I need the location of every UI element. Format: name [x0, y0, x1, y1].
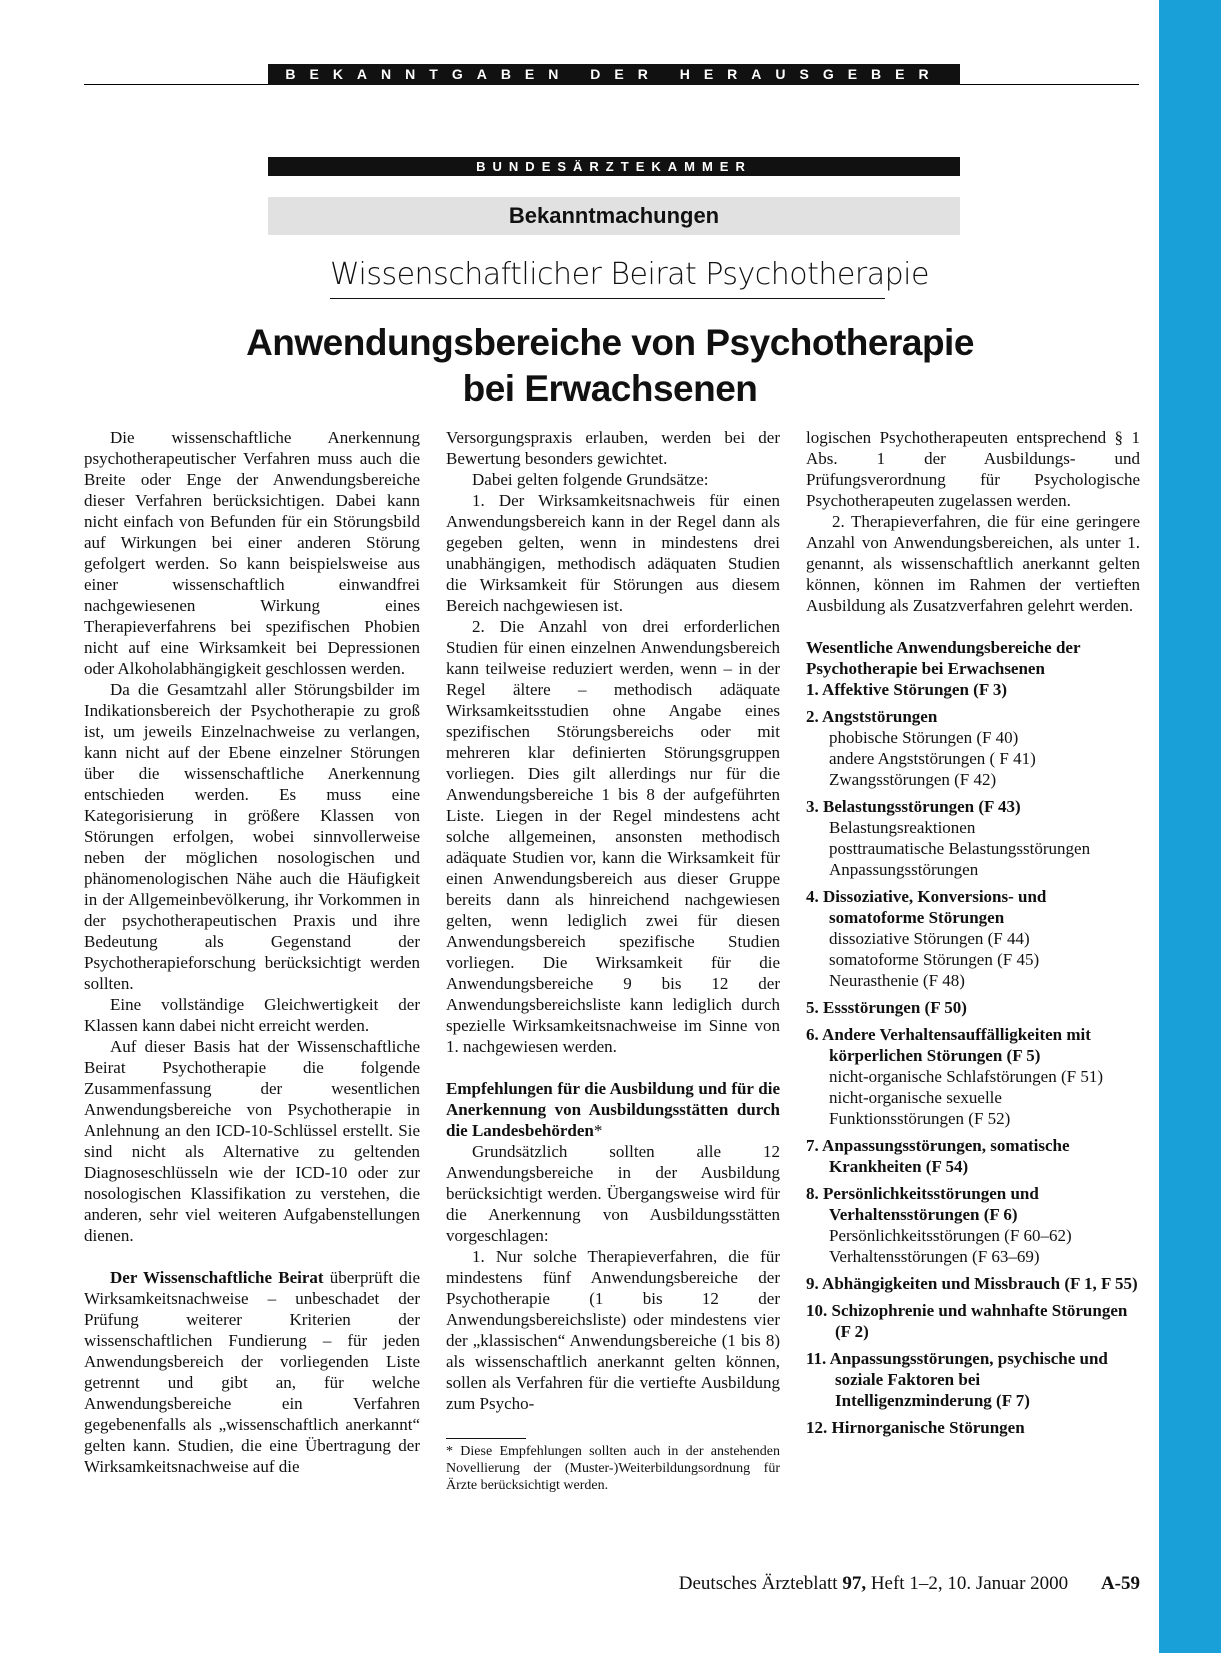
lead-in-bold: Der Wissenschaftliche Beirat [110, 1268, 324, 1287]
list-item [806, 706, 1140, 790]
list-item-title: 6. Andere Verhaltensauffälligkeiten mit körperlichen Störungen (F 5) [806, 1025, 1091, 1065]
paragraph: Auf dieser Basis hat der Wissenschaftliche Beirat Psychotherapie die folgende Zusammenfassung der wesentlichen Anwendungsbereiche von Psychotherapie in Anlehnung an den ICD-10-Schlüssel erstellt. Sie sind nicht als Alternative zu geltenden Diagnoseschlüsseln wie der ICD-10 oder zur nosologischen Klassifikation zu verstehen, die anderen, sehr viel weiteren Aufgabenstellungen dienen. [84, 1037, 420, 1245]
list-item [806, 1024, 1140, 1129]
list-subitem: Verhaltensstörungen (F 63–69) [829, 1247, 1040, 1266]
list-item [806, 1183, 1140, 1267]
journal-name: Deutsches Ärzteblatt [678, 1573, 838, 1594]
list-item [806, 1348, 1140, 1411]
text-column-2 [446, 427, 780, 1494]
paragraph: Dabei gelten folgende Grundsätze: [472, 470, 709, 489]
paragraph [84, 1267, 420, 1477]
list-item-title: 11. Anpassungsstörungen, psychische und soziale Faktoren bei Intelligenzminderung (F 7) [806, 1349, 1108, 1410]
list-item [806, 1273, 1140, 1294]
paragraph: Versorgungspraxis erlauben, werden bei der Bewertung besonders gewichtet. [446, 428, 780, 468]
paragraph-text: überprüft die Wirksamkeitsnachweise – unbeschadet der Prüfung weiterer Kriterien der wissenschaftlichen Fundierung – für jeden Anwendungsbereich der vorliegenden Liste getrennt und gibt an, für welche Anwendungsbereiche ein Verfahren gegebenenfalls als „wissenschaftlich anerkannt“ gelten kann. Studien, die eine Übertragung der Wirksamkeitsnachweise auf die [84, 1268, 420, 1476]
section-heading: Bekanntmachungen [268, 197, 960, 235]
journal-issue: Heft 1–2, 10. Januar 2000 [870, 1573, 1069, 1594]
list-item-title: 12. Hirnorganische Störungen [806, 1418, 1025, 1437]
paragraph: 1. Nur solche Therapieverfahren, die für mindestens fünf Anwendungsbereiche der Psychotherapie (1 bis 12 der Anwendungsbereichsliste) oder mindestens vier der „klassischen“ Anwendungsbereiche (1 bis 8) als wissenschaftlich anerkannt gelten können, sollen als Verfahren für die vertiefte Ausbildung zum Psycho- [446, 1247, 780, 1413]
list-subitem: posttraumatische Belastungsstörungen [829, 839, 1091, 858]
page-number: A-59 [1100, 1573, 1140, 1594]
list-item [806, 1417, 1140, 1438]
list-item [806, 796, 1140, 880]
list-item [806, 886, 1140, 991]
paragraph: Grundsätzlich sollten alle 12 Anwendungsbereiche in der Ausbildung berücksichtigt werden. Übergangsweise wird für die Anerkennung von Ausbildungsstätten vorgeschlagen: [446, 1142, 780, 1245]
list-item-title: 2. Angststörungen [806, 707, 938, 726]
list-heading: Wesentliche Anwendungsbereiche der Psychotherapie bei Erwachsenen [806, 638, 1081, 678]
list-item-title: 1. Affektive Störungen (F 3) [806, 680, 1007, 699]
list-subitem: Anpassungsstörungen [829, 860, 979, 879]
list-subitem: somatoforme Störungen (F 45) [829, 950, 1040, 969]
footnote-marker: * [593, 1121, 603, 1140]
list-item-title: 4. Dissoziative, Konversions- und somatoforme Störungen [806, 887, 1047, 927]
footnote-rule [446, 1438, 526, 1439]
publisher-banner: BEKANNTGABEN DER HERAUSGEBER [268, 64, 960, 85]
list-item-title: 9. Abhängigkeiten und Missbrauch (F 1, F 55) [806, 1274, 1138, 1293]
paragraph: Da die Gesamtzahl aller Störungsbilder im Indikationsbereich der Psychotherapie zu groß ist, um jeweils Einzelnachweise zu verlangen, kann nicht auf der Ebene einzelner Störungen über die wissenschaftliche Anerkennung entschieden werden. Es muss eine Kategorisierung in größere Klassen von Störungen erfolgen, wobei sinnvollerweise neben der möglichen nosologischen und phänomenologischen Nähe auch die Häufigkeit in der Allgemeinbevölkerung, ihr Vorkommen in der psychotherapeutischen Praxis und ihre Bedeutung als Gegenstand der Psychotherapieforschung berücksichtigt werden sollten. [84, 680, 420, 993]
list-item-title: 5. Essstörungen (F 50) [806, 998, 967, 1017]
journal-volume: 97, [842, 1573, 867, 1594]
list-subitem: andere Angststörungen ( F 41) [829, 749, 1036, 768]
subsection-heading: Empfehlungen für die Ausbildung und für die Anerkennung von Ausbildungsstätten durch die Landesbehörden* [446, 1079, 780, 1140]
list-subitem: nicht-organische sexuelle Funktionsstörungen (F 52) [829, 1088, 1011, 1128]
footnote: * Diese Empfehlungen sollten auch in der anstehenden Novellierung der (Muster-)Weiterbildungsordnung für Ärzte berücksichtigt werden. [446, 1444, 780, 1493]
list-subitem: Belastungsreaktionen [829, 818, 976, 837]
accent-sidebar [1159, 0, 1221, 1653]
article-title [150, 320, 1070, 412]
list-item-title: 7. Anpassungsstörungen, somatische Krankheiten (F 54) [806, 1136, 1070, 1176]
page-footer [640, 1573, 1140, 1595]
text-column-3 [806, 427, 1140, 1444]
application-areas-list [806, 679, 1140, 1438]
organization-banner: BUNDESÄRZTEKAMMER [268, 157, 960, 176]
list-item [806, 1300, 1140, 1342]
paragraph: 1. Der Wirksamkeitsnachweis für einen Anwendungsbereich kann in der Regel dann als gegeben gelten, wenn in mindestens drei unabhängigen, methodisch adäquaten Studien die Wirksamkeit für Störungen aus diesem Bereich nachgewiesen ist. [446, 491, 780, 615]
list-subitem: nicht-organische Schlafstörungen (F 51) [829, 1067, 1103, 1086]
paragraph: 2. Die Anzahl von drei erforderlichen Studien für einen einzelnen Anwendungsbereich kann teilweise reduziert werden, wenn – in der Regel ältere – methodisch adäquate Wirksamkeitsstudien ohne Angabe eines spezifischen Störungsbereichs oder mit mehreren klar definierten Störungsgruppen vorliegen. Dies gilt allerdings nur für die Anwendungsbereiche 1 bis 8 der aufgeführten Liste. Liegen in der Regel mindestens acht solche allgemeinen, ansonsten methodisch adäquate Studien vor, kann die Wirksamkeit für einen Anwendungsbereich aus dieser Gruppe bereits dann als hinreichend nachgewiesen gelten, wenn lediglich zwei für diesen Anwendungsbereich spezifische Studien vorliegen. Die Wirksamkeit für die Anwendungsbereiche 9 bis 12 der Anwendungsbereichsliste kann lediglich durch spezielle Wirksamkeitsnachweise im Sinne von 1. nachgewiesen werden. [446, 617, 780, 1056]
list-item-title: 10. Schizophrenie und wahnhafte Störungen (F 2) [806, 1301, 1128, 1341]
title-line-2: bei Erwachsenen [462, 368, 758, 409]
paragraph: Eine vollständige Gleichwertigkeit der Klassen kann dabei nicht erreicht werden. [84, 995, 420, 1035]
list-item [806, 679, 1140, 700]
list-item [806, 1135, 1140, 1177]
list-item-title: 8. Persönlichkeitsstörungen und Verhaltensstörungen (F 6) [806, 1184, 1039, 1224]
paragraph: 2. Therapieverfahren, die für eine geringere Anzahl von Anwendungsbereichen, als unter 1. genannt, als wissenschaftlich anerkannt gelten können, können im Rahmen der vertieften Ausbildung als Zusatzverfahren gelehrt werden. [806, 512, 1140, 615]
list-subitem: Zwangsstörungen (F 42) [829, 770, 997, 789]
paragraph: logischen Psychotherapeuten entsprechend § 1 Abs. 1 der Ausbildungs- und Prüfungsverordnung für Psychologische Psychotherapeuten zugelassen werden. [806, 428, 1140, 510]
paragraph: Die wissenschaftliche Anerkennung psychotherapeutischer Verfahren muss auch die Breite oder Enge der Anwendungsbereiche dieser Verfahren berücksichtigen. Dabei kann nicht einfach von Befunden für ein Störungsbild auf Wirkungen bei einer anderen Störung gefolgert werden. So kann beispielsweise aus einer wissenschaftlich einwandfrei nachgewiesenen Wirkung eines Therapieverfahrens bei spezifischen Phobien nicht auf eine Wirksamkeit bei Depressionen oder Alkoholabhängigkeit geschlossen werden. [84, 428, 420, 678]
title-line-1: Anwendungsbereiche von Psychotherapie [246, 322, 974, 363]
list-subitem: Neurasthenie (F 48) [829, 971, 965, 990]
list-subitem: dissoziative Störungen (F 44) [829, 929, 1030, 948]
list-item [806, 997, 1140, 1018]
list-item-title: 3. Belastungsstörungen (F 43) [806, 797, 1021, 816]
article-subtitle: Wissenschaftlicher Beirat Psychotherapie [330, 255, 885, 299]
text-column-1 [84, 427, 420, 1477]
list-subitem: Persönlichkeitsstörungen (F 60–62) [829, 1226, 1072, 1245]
list-subitem: phobische Störungen (F 40) [829, 728, 1019, 747]
